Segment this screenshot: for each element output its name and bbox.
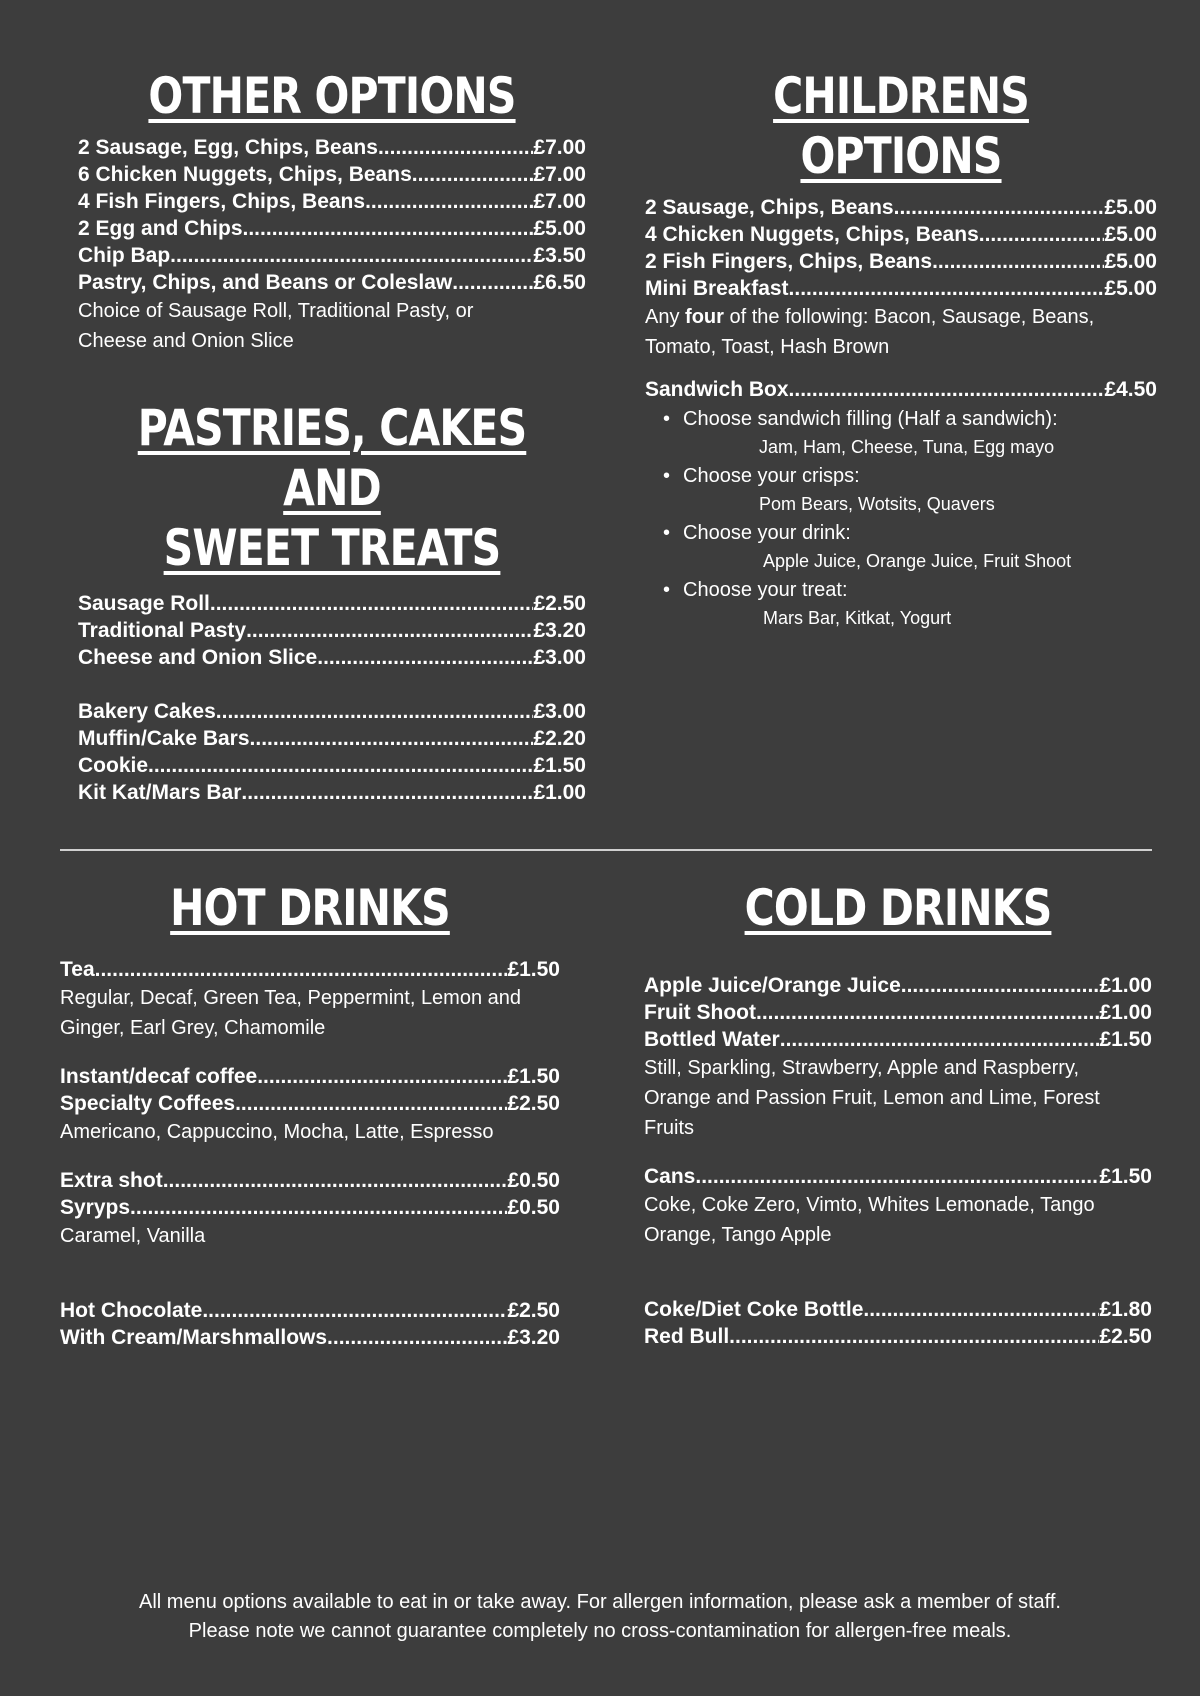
- childrens-options-heading: CHILDRENS OPTIONS: [773, 67, 1029, 185]
- cold-drinks-heading: COLD DRINKS: [744, 879, 1052, 937]
- list-item: • Choose sandwich filling (Half a sandwich): Jam, Ham, Cheese, Tuna, Egg mayo: [683, 405, 1157, 462]
- menu-item: With Cream/Marshmallows ..... £3.20: [60, 1324, 560, 1351]
- breakfast-note: Any four of the following: Bacon, Sausage, Beans, Tomato, Toast, Hash Brown: [645, 306, 1095, 358]
- list-item: • Choose your drink: Apple Juice, Orange Juice, Fruit Shoot: [683, 519, 1157, 576]
- pastries-section: [78, 398, 586, 806]
- pastries-heading: PASTRIES, CAKES AND SWEET TREATS: [137, 399, 527, 577]
- section-divider: [60, 849, 1152, 851]
- specialty-note: Americano, Cappuccino, Mocha, Latte, Espresso: [60, 1121, 494, 1143]
- menu-item: 2 Fish Fingers, Chips, Beans ..... £5.00: [645, 248, 1157, 275]
- childrens-options-section: [645, 66, 1157, 633]
- menu-item: Extra shot ..... £0.50: [60, 1167, 560, 1194]
- cans-note: Coke, Coke Zero, Vimto, Whites Lemonade, Tango Orange, Tango Apple: [644, 1194, 1095, 1246]
- menu-item: Pastry, Chips, and Beans or Coleslaw ..... £6.50: [78, 269, 586, 296]
- menu-item: Apple Juice/Orange Juice ..... £1.00: [644, 972, 1152, 999]
- menu-item: Hot Chocolate ..... £2.50: [60, 1297, 560, 1324]
- other-options-heading: OTHER OPTIONS: [148, 67, 516, 125]
- list-item: • Choose your treat: Mars Bar, Kitkat, Yogurt: [683, 576, 1157, 633]
- menu-item: Fruit Shoot ..... £1.00: [644, 999, 1152, 1026]
- tea-note: Regular, Decaf, Green Tea, Peppermint, Lemon and Ginger, Earl Grey, Chamomile: [60, 987, 522, 1039]
- footer-line: Please note we cannot guarantee completely no cross-contamination for allergen-free meals.: [188, 1620, 1012, 1642]
- bullet-icon: •: [663, 579, 671, 601]
- menu-item: Cookie ..... £1.50: [78, 752, 586, 779]
- list-item: • Choose your crisps: Pom Bears, Wotsits, Quavers: [683, 462, 1157, 519]
- hot-drinks-heading: HOT DRINKS: [170, 879, 450, 937]
- menu-item: Syryps ..... £0.50: [60, 1194, 560, 1221]
- other-options-section: [78, 66, 586, 356]
- menu-item: Coke/Diet Coke Bottle ..... £1.80: [644, 1296, 1152, 1323]
- sandwich-box-item: Sandwich Box ..... £4.50: [645, 376, 1157, 403]
- menu-item: Muffin/Cake Bars ..... £2.20: [78, 725, 586, 752]
- bullet-icon: •: [663, 465, 671, 487]
- sandwich-options-list: [645, 405, 1157, 633]
- menu-item: 2 Sausage, Egg, Chips, Beans ..... £7.00: [78, 134, 586, 161]
- menu-item: Traditional Pasty ..... £3.20: [78, 617, 586, 644]
- menu-item: 4 Fish Fingers, Chips, Beans ..... £7.00: [78, 188, 586, 215]
- menu-item: Bottled Water ..... £1.50: [644, 1026, 1152, 1053]
- menu-item: Red Bull ..... £2.50: [644, 1323, 1152, 1350]
- menu-item: 6 Chicken Nuggets, Chips, Beans ..... £7.00: [78, 161, 586, 188]
- menu-item: Kit Kat/Mars Bar ..... £1.00: [78, 779, 586, 806]
- menu-item: 2 Sausage, Chips, Beans ..... £5.00: [645, 194, 1157, 221]
- menu-item: Tea ..... £1.50: [60, 956, 560, 983]
- allergen-footer: [0, 1588, 1200, 1646]
- syrups-note: Caramel, Vanilla: [60, 1225, 206, 1247]
- footer-line: All menu options available to eat in or take away. For allergen information, please ask a member of staff.: [139, 1591, 1061, 1613]
- menu-item: Mini Breakfast ..... £5.00: [645, 275, 1157, 302]
- menu-item: 2 Egg and Chips ..... £5.00: [78, 215, 586, 242]
- menu-item: Sausage Roll ..... £2.50: [78, 590, 586, 617]
- menu-item: Cans ..... £1.50: [644, 1163, 1152, 1190]
- menu-item: 4 Chicken Nuggets, Chips, Beans ..... £5.00: [645, 221, 1157, 248]
- menu-item: Specialty Coffees ..... £2.50: [60, 1090, 560, 1117]
- bullet-icon: •: [663, 522, 671, 544]
- water-note: Still, Sparkling, Strawberry, Apple and Raspberry, Orange and Passion Fruit, Lemon and Lime, Forest Fruits: [644, 1057, 1100, 1139]
- menu-item: Bakery Cakes ..... £3.00: [78, 698, 586, 725]
- menu-item: Instant/decaf coffee ..... £1.50: [60, 1063, 560, 1090]
- pastry-choice-note: Choice of Sausage Roll, Traditional Pasty, or Cheese and Onion Slice: [78, 300, 474, 352]
- menu-item: Cheese and Onion Slice ..... £3.00: [78, 644, 586, 671]
- bullet-icon: •: [663, 408, 671, 430]
- cold-drinks-section: [644, 878, 1152, 1350]
- menu-item: Chip Bap ..... £3.50: [78, 242, 586, 269]
- other-options-list: [78, 134, 586, 356]
- hot-drinks-section: [60, 878, 560, 1351]
